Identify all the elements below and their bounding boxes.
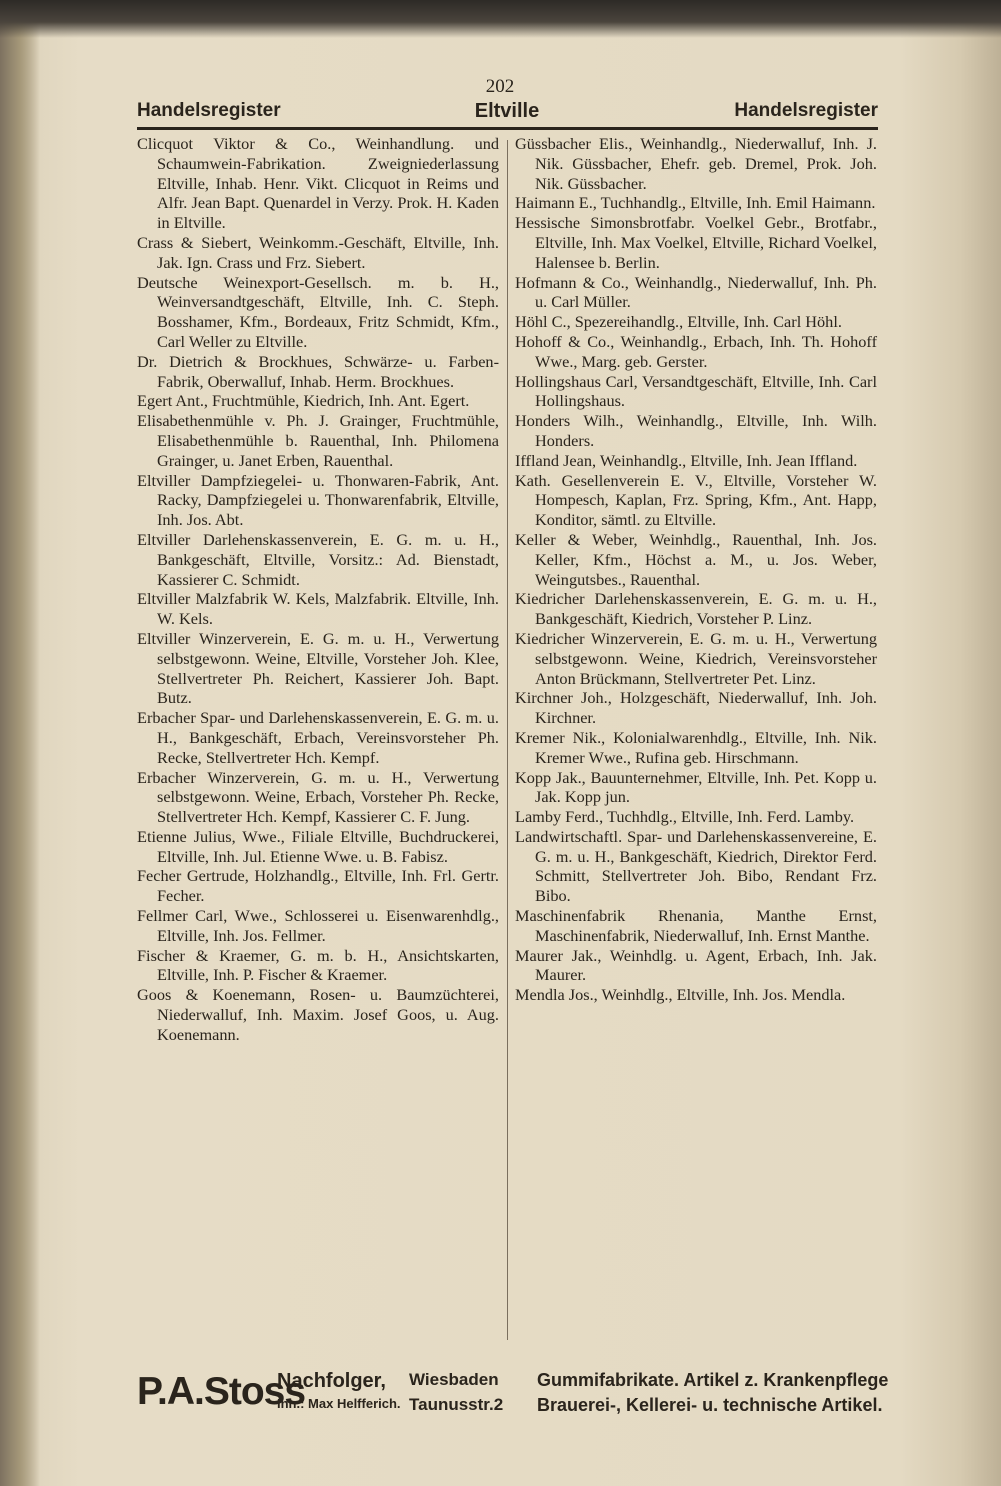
- register-entry: Güssbacher Elis., Weinhandlg., Niederwalluf, Inh. J. Nik. Güssbacher, Ehefr. geb. Dremel, Prok. Joh. Nik. Güssbacher.: [515, 134, 877, 193]
- register-entry: Hohoff & Co., Weinhandlg., Erbach, Inh. Th. Hohoff Wwe., Marg. geb. Gerster.: [515, 331, 877, 371]
- register-entry: Elisabethenmühle v. Ph. J. Grainger, Fruchtmühle, Elisabethenmühle b. Rauenthal, Inh. Philomena Grainger, u. Janet Erben, Rauenthal.: [137, 411, 499, 470]
- register-entry: Maurer Jak., Weinhdlg. u. Agent, Erbach, Inh. Jak. Maurer.: [515, 945, 877, 985]
- running-head-left: Handelsregister: [137, 100, 281, 121]
- register-entry: Höhl C., Spezereihandlg., Eltville, Inh. Carl Höhl.: [515, 312, 842, 332]
- advertisement: [137, 1368, 897, 1424]
- register-entry: Honders Wilh., Weinhandlg., Eltville, Inh. Wilh. Honders.: [515, 411, 877, 450]
- register-entry: Eltviller Malzfabrik W. Kels, Malzfabrik. Eltville, Inh. W. Kels.: [137, 589, 499, 629]
- register-entry: Kirchner Joh., Holzgeschäft, Niederwalluf, Inh. Joh. Kirchner.: [515, 688, 877, 728]
- register-entry: Landwirtschaftl. Spar- und Darlehenskassenvereine, E. G. m. u. H., Bankgeschäft, Kiedrich, Direktor Ferd. Schmitt, Stellvertreter Joh. Bibo, Rendant Frz. Bibo.: [515, 826, 877, 906]
- register-entry: Kath. Gesellenverein E. V., Eltville, Vorsteher W. Hompesch, Kaplan, Frz. Spring, Kfm., Ant. Happ, Konditor, sämtl. zu Eltville.: [515, 470, 877, 530]
- ad-firm-name: P.A.Stoss: [137, 1370, 306, 1413]
- register-entry: Kremer Nik., Kolonialwarenhdlg., Eltville, Inh. Nik. Kremer Wwe., Rufina geb. Hirschmann.: [515, 727, 877, 767]
- page-number: 202: [485, 76, 515, 97]
- left-column: [137, 134, 499, 1045]
- header-rule: [137, 127, 878, 130]
- register-entry: Hollingshaus Carl, Versandtgeschäft, Eltville, Inh. Carl Hollingshaus.: [515, 371, 877, 411]
- register-entry: Goos & Koenemann, Rosen- u. Baumzüchterei, Niederwalluf, Inh. Maxim. Josef Goos, u. Aug. Koenemann.: [137, 985, 499, 1044]
- register-entry: Kiedricher Darlehenskassenverein, E. G. m. u. H., Bankgeschäft, Kiedrich, Vorsteher P. Linz.: [515, 589, 877, 629]
- ad-firm-suffix: Nachfolger,: [277, 1370, 386, 1392]
- register-entry: Eltviller Winzerverein, E. G. m. u. H., Verwertung selbstgewonn. Weine, Eltville, Vorsteher Joh. Klee, Stellvertreter Ph. Reichert, Kassierer Joh. Bapt. Butz.: [137, 628, 499, 708]
- register-entry: Hessische Simonsbrotfabr. Voelkel Gebr., Brotfabr., Eltville, Inh. Max Voelkel, Eltville, Richard Voelkel, Halensee b. Berlin.: [515, 213, 878, 272]
- register-entry: Etienne Julius, Wwe., Filiale Eltville, Buchdruckerei, Eltville, Inh. Jul. Etienne Wwe. u. B. Fabisz.: [137, 826, 499, 866]
- register-entry: Fellmer Carl, Wwe., Schlosserei u. Eisenwarenhdlg., Eltville, Inh. Jos. Fellmer.: [137, 906, 499, 945]
- top-edge-shadow: [0, 0, 1001, 38]
- register-entry: Maschinenfabrik Rhenania, Manthe Ernst, Maschinenfabrik, Niederwalluf, Inh. Ernst Manthe.: [515, 906, 877, 945]
- register-entry: Clicquot Viktor & Co., Weinhandlung. und Schaumwein-Fabrikation. Zweigniederlassung Eltville, Inhab. Henr. Vikt. Clicquot in Reims und Alfr. Jean Bapt. Quenardel in Verzy. Prok. H. Kaden in Eltville.: [137, 134, 499, 233]
- ad-street: Taunusstr.2: [409, 1395, 504, 1414]
- ad-products-line-2: Brauerei-, Kellerei- u. technische Artikel.: [537, 1395, 883, 1415]
- running-head-center: Eltville: [474, 100, 540, 122]
- register-entry: Fecher Gertrude, Holzhandlg., Eltville, Inh. Frl. Gertr. Fecher.: [137, 866, 499, 906]
- register-entry: Kopp Jak., Bauunternehmer, Eltville, Inh. Pet. Kopp u. Jak. Kopp jun.: [515, 767, 877, 807]
- register-entry: Kiedricher Winzerverein, E. G. m. u. H., Verwertung selbstgewonn. Weine, Kiedrich, Vereinsvorsteher Anton Brückmann, Stellvertreter Pet. Linz.: [515, 628, 877, 688]
- right-column: [515, 134, 877, 1005]
- register-entry: Eltviller Dampfziegelei- u. Thonwaren-Fabrik, Ant. Racky, Dampfziegelei u. Thonwarenfabrik, Eltville, Inh. Jos. Abt.: [137, 470, 499, 530]
- register-entry: Eltviller Darlehenskassenverein, E. G. m. u. H., Bankgeschäft, Eltville, Vorsitz.: Ad. Bienstadt, Kassierer C. Schmidt.: [137, 529, 499, 589]
- register-entry: Egert Ant., Fruchtmühle, Kiedrich, Inh. Ant. Egert.: [137, 391, 470, 411]
- ad-location: Wiesbaden: [409, 1370, 499, 1389]
- register-entry: Erbacher Spar- und Darlehenskassenverein, E. G. m. u. H., Bankgeschäft, Erbach, Vereinsvorsteher Ph. Recke, Stellvertreter Hch. Kempf.: [137, 708, 499, 767]
- register-entry: Hofmann & Co., Weinhandlg., Niederwalluf, Inh. Ph. u. Carl Müller.: [515, 272, 877, 312]
- register-entry: Dr. Dietrich & Brockhues, Schwärze- u. Farben-Fabrik, Oberwalluf, Inhab. Herm. Brockhues.: [137, 351, 499, 391]
- register-entry: Mendla Jos., Weinhdlg., Eltville, Inh. Jos. Mendla.: [515, 985, 846, 1005]
- register-entry: Lamby Ferd., Tuchhdlg., Eltville, Inh. Ferd. Lamby.: [515, 807, 855, 827]
- register-entry: Deutsche Weinexport-Gesellsch. m. b. H., Weinversandtgeschäft, Eltville, Inh. C. Steph. Bosshamer, Kfm., Bordeaux, Fritz Schmidt, Kfm., Carl Weller zu Eltville.: [137, 272, 499, 351]
- book-spine-shadow: [0, 0, 40, 1486]
- ad-products-line-1: Gummifabrikate. Artikel z. Krankenpflege: [537, 1370, 889, 1390]
- register-entry: Crass & Siebert, Weinkomm.-Geschäft, Eltville, Inh. Jak. Ign. Crass und Frz. Siebert.: [137, 232, 499, 272]
- ad-owner: Inh.: Max Helfferich.: [277, 1396, 401, 1411]
- running-head-right: Handelsregister: [734, 100, 878, 121]
- register-entry: Fischer & Kraemer, G. m. b. H., Ansichtskarten, Eltville, Inh. P. Fischer & Kraemer.: [137, 945, 499, 985]
- column-divider: [507, 140, 508, 1340]
- register-entry: Haimann E., Tuchhandlg., Eltville, Inh. Emil Haimann.: [515, 193, 876, 213]
- register-entry: Iffland Jean, Weinhandlg., Eltville, Inh. Jean Iffland.: [515, 450, 858, 470]
- register-entry: Keller & Weber, Weinhdlg., Rauenthal, Inh. Jos. Keller, Kfm., Höchst a. M., u. Jos. Weber, Weingutsbes., Rauenthal.: [515, 529, 877, 589]
- register-entry: Erbacher Winzerverein, G. m. u. H., Verwertung selbstgewonn. Weine, Erbach, Vorsteher Ph. Recke, Stellvertreter Hch. Kempf, Kassierer C. F. Jung.: [137, 767, 499, 827]
